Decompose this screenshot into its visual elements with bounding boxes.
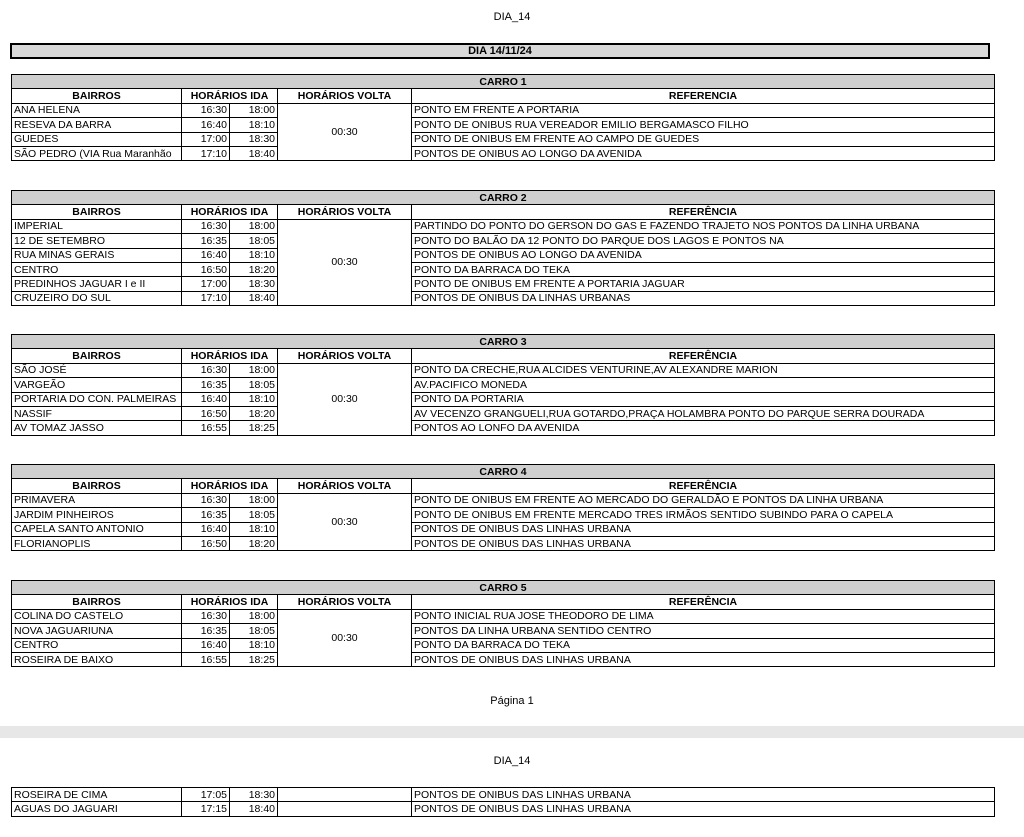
bairro-cell: JARDIM PINHEIROS xyxy=(12,508,182,522)
ida-start-cell: 17:05 xyxy=(182,788,230,802)
ida-start-cell: 16:30 xyxy=(182,103,230,117)
referencia-cell: PARTINDO DO PONTO DO GERSON DO GAS E FAZENDO TRAJETO NOS PONTOS DA LINHA URBANA xyxy=(412,219,995,233)
ida-end-cell: 18:10 xyxy=(230,522,278,536)
header-referencia: REFERÊNCIA xyxy=(412,595,995,609)
bairro-cell: ROSEIRA DE BAIXO xyxy=(12,652,182,666)
bairro-cell: AGUAS DO JAGUARI xyxy=(12,802,182,816)
bairro-cell: COLINA DO CASTELO xyxy=(12,609,182,623)
volta-cell-empty xyxy=(278,802,412,816)
bairro-cell: AV TOMAZ JASSO xyxy=(12,421,182,435)
carro-title: CARRO 5 xyxy=(12,581,995,595)
referencia-cell: PONTO DE ONIBUS EM FRENTE A PORTARIA JAGUAR xyxy=(412,277,995,291)
volta-cell: 00:30 xyxy=(278,219,412,305)
header-bairros: BAIRROS xyxy=(12,205,182,219)
bairro-cell: SÃO PEDRO (VIA Rua Maranhão xyxy=(12,146,182,160)
ida-start-cell: 16:50 xyxy=(182,262,230,276)
ida-end-cell: 18:40 xyxy=(230,802,278,816)
ida-start-cell: 17:00 xyxy=(182,277,230,291)
page2-title: DIA_14 xyxy=(493,755,531,767)
header-bairros: BAIRROS xyxy=(12,479,182,493)
header-volta: HORÁRIOS VOLTA xyxy=(278,595,412,609)
table-row xyxy=(12,508,995,522)
ida-end-cell: 18:30 xyxy=(230,132,278,146)
bairro-cell: SÃO JOSÉ xyxy=(12,363,182,377)
referencia-cell: PONTO DE ONIBUS RUA VEREADOR EMILIO BERGAMASCO FILHO xyxy=(412,118,995,132)
header-referencia: REFERENCIA xyxy=(412,89,995,103)
ida-end-cell: 18:20 xyxy=(230,536,278,550)
referencia-cell: PONTO DA PORTARIA xyxy=(412,392,995,406)
ida-start-cell: 17:10 xyxy=(182,291,230,305)
table-row xyxy=(12,624,995,638)
header-referencia: REFERÊNCIA xyxy=(412,205,995,219)
referencia-cell: PONTOS DE ONIBUS AO LONGO DA AVENIDA xyxy=(412,146,995,160)
ida-end-cell: 18:40 xyxy=(230,291,278,305)
ida-start-cell: 16:40 xyxy=(182,638,230,652)
header-ida: HORÁRIOS IDA xyxy=(182,89,278,103)
sheet-title: DIA_14 xyxy=(493,11,531,23)
referencia-cell: PONTOS AO LONFO DA AVENIDA xyxy=(412,421,995,435)
page-footer: Página 1 xyxy=(490,695,534,707)
ida-start-cell: 16:55 xyxy=(182,652,230,666)
ida-end-cell: 18:10 xyxy=(230,638,278,652)
bairro-cell: ROSEIRA DE CIMA xyxy=(12,788,182,802)
ida-end-cell: 18:25 xyxy=(230,652,278,666)
table-row xyxy=(12,234,995,248)
ida-end-cell: 18:30 xyxy=(230,788,278,802)
ida-end-cell: 18:05 xyxy=(230,234,278,248)
table-row xyxy=(12,103,995,117)
ida-end-cell: 18:05 xyxy=(230,378,278,392)
table-row xyxy=(12,493,995,507)
bairro-cell: 12 DE SETEMBRO xyxy=(12,234,182,248)
volta-cell: 00:30 xyxy=(278,363,412,435)
bairro-cell: NASSIF xyxy=(12,406,182,420)
referencia-cell: PONTO DA BARRACA DO TEKA xyxy=(412,638,995,652)
ida-end-cell: 18:00 xyxy=(230,103,278,117)
referencia-cell: PONTO EM FRENTE A PORTARIA xyxy=(412,103,995,117)
referencia-cell: PONTOS DE ONIBUS DAS LINHAS URBANA xyxy=(412,536,995,550)
ida-end-cell: 18:20 xyxy=(230,406,278,420)
carro-title-row xyxy=(12,581,995,595)
carro-title: CARRO 2 xyxy=(12,191,995,205)
bairro-cell: CAPELA SANTO ANTONIO xyxy=(12,522,182,536)
ida-start-cell: 16:40 xyxy=(182,248,230,262)
volta-cell: 00:30 xyxy=(278,609,412,667)
referencia-cell: PONTOS DE ONIBUS DAS LINHAS URBANA xyxy=(412,652,995,666)
table-row xyxy=(12,146,995,160)
referencia-cell: PONTO DE ONIBUS EM FRENTE AO MERCADO DO GERALDÃO E PONTOS DA LINHA URBANA xyxy=(412,493,995,507)
carro-table xyxy=(11,464,995,551)
page-separator xyxy=(0,726,1024,738)
ida-start-cell: 16:40 xyxy=(182,118,230,132)
bairro-cell: RESEVA DA BARRA xyxy=(12,118,182,132)
bairro-cell: PORTARIA DO CON. PALMEIRAS xyxy=(12,392,182,406)
header-row xyxy=(12,89,995,103)
volta-cell: 00:30 xyxy=(278,103,412,161)
table-row xyxy=(12,609,995,623)
table-row xyxy=(12,522,995,536)
carro-title: CARRO 1 xyxy=(12,75,995,89)
header-volta: HORÁRIOS VOLTA xyxy=(278,89,412,103)
header-row xyxy=(12,479,995,493)
bairro-cell: FLORIANOPLIS xyxy=(12,536,182,550)
carro-table xyxy=(11,74,995,161)
bairro-cell: ANA HELENA xyxy=(12,103,182,117)
header-volta: HORÁRIOS VOLTA xyxy=(278,479,412,493)
ida-end-cell: 18:00 xyxy=(230,363,278,377)
table-row xyxy=(12,277,995,291)
referencia-cell: PONTO INICIAL RUA JOSE THEODORO DE LIMA xyxy=(412,609,995,623)
ida-end-cell: 18:00 xyxy=(230,219,278,233)
referencia-cell: AV.PACIFICO MONEDA xyxy=(412,378,995,392)
table-row xyxy=(12,118,995,132)
ida-end-cell: 18:00 xyxy=(230,493,278,507)
header-referencia: REFERÊNCIA xyxy=(412,479,995,493)
table-row xyxy=(12,363,995,377)
bairro-cell: VARGEÃO xyxy=(12,378,182,392)
referencia-cell: PONTOS DE ONIBUS DAS LINHAS URBANA xyxy=(412,802,995,816)
table-row xyxy=(12,392,995,406)
header-bairros: BAIRROS xyxy=(12,349,182,363)
header-referencia: REFERÊNCIA xyxy=(412,349,995,363)
ida-end-cell: 18:00 xyxy=(230,609,278,623)
ida-end-cell: 18:25 xyxy=(230,421,278,435)
ida-start-cell: 16:35 xyxy=(182,234,230,248)
table-row xyxy=(12,132,995,146)
carro-title: CARRO 4 xyxy=(12,465,995,479)
carro-table xyxy=(11,580,995,667)
volta-cell-empty xyxy=(278,788,412,802)
table-row xyxy=(12,652,995,666)
ida-start-cell: 16:40 xyxy=(182,522,230,536)
table-row xyxy=(12,291,995,305)
ida-start-cell: 17:15 xyxy=(182,802,230,816)
table-row xyxy=(12,536,995,550)
referencia-cell: PONTOS DA LINHA URBANA SENTIDO CENTRO xyxy=(412,624,995,638)
header-ida: HORÁRIOS IDA xyxy=(182,479,278,493)
ida-start-cell: 16:40 xyxy=(182,392,230,406)
table-row xyxy=(12,219,995,233)
carro-table xyxy=(11,190,995,306)
bairro-cell: PRIMAVERA xyxy=(12,493,182,507)
ida-start-cell: 16:55 xyxy=(182,421,230,435)
carro-table xyxy=(11,334,995,436)
bairro-cell: PREDINHOS JAGUAR I e II xyxy=(12,277,182,291)
header-ida: HORÁRIOS IDA xyxy=(182,205,278,219)
referencia-cell: PONTO DO BALÃO DA 12 PONTO DO PARQUE DOS LAGOS E PONTOS NA xyxy=(412,234,995,248)
ida-start-cell: 16:50 xyxy=(182,406,230,420)
header-row xyxy=(12,349,995,363)
table-row xyxy=(12,788,995,802)
ida-end-cell: 18:10 xyxy=(230,248,278,262)
header-ida: HORÁRIOS IDA xyxy=(182,349,278,363)
table-row xyxy=(12,406,995,420)
bairro-cell: GUEDES xyxy=(12,132,182,146)
day-banner: DIA 14/11/24 xyxy=(10,43,990,59)
carro-title-row xyxy=(12,191,995,205)
carro-title-row xyxy=(12,465,995,479)
referencia-cell: PONTOS DE ONIBUS DA LINHAS URBANAS xyxy=(412,291,995,305)
referencia-cell: AV VECENZO GRANGUELI,RUA GOTARDO,PRAÇA HOLAMBRA PONTO DO PARQUE SERRA DOURADA xyxy=(412,406,995,420)
ida-end-cell: 18:30 xyxy=(230,277,278,291)
header-ida: HORÁRIOS IDA xyxy=(182,595,278,609)
ida-start-cell: 16:30 xyxy=(182,493,230,507)
continuation-table xyxy=(11,787,995,817)
ida-start-cell: 16:50 xyxy=(182,536,230,550)
bairro-cell: CENTRO xyxy=(12,638,182,652)
table-row xyxy=(12,638,995,652)
referencia-cell: PONTOS DE ONIBUS DAS LINHAS URBANA xyxy=(412,788,995,802)
ida-end-cell: 18:10 xyxy=(230,118,278,132)
volta-cell: 00:30 xyxy=(278,493,412,551)
ida-end-cell: 18:05 xyxy=(230,624,278,638)
header-volta: HORÁRIOS VOLTA xyxy=(278,205,412,219)
bairro-cell: CENTRO xyxy=(12,262,182,276)
ida-start-cell: 17:10 xyxy=(182,146,230,160)
header-row xyxy=(12,595,995,609)
bairro-cell: CRUZEIRO DO SUL xyxy=(12,291,182,305)
ida-end-cell: 18:40 xyxy=(230,146,278,160)
carro-title-row xyxy=(12,335,995,349)
ida-start-cell: 16:30 xyxy=(182,609,230,623)
referencia-cell: PONTO DA BARRACA DO TEKA xyxy=(412,262,995,276)
header-volta: HORÁRIOS VOLTA xyxy=(278,349,412,363)
referencia-cell: PONTO DA CRECHE,RUA ALCIDES VENTURINE,AV ALEXANDRE MARION xyxy=(412,363,995,377)
ida-start-cell: 16:30 xyxy=(182,363,230,377)
referencia-cell: PONTO DE ONIBUS EM FRENTE AO CAMPO DE GUEDES xyxy=(412,132,995,146)
bairro-cell: IMPERIAL xyxy=(12,219,182,233)
ida-start-cell: 17:00 xyxy=(182,132,230,146)
table-row xyxy=(12,248,995,262)
bairro-cell: RUA MINAS GERAIS xyxy=(12,248,182,262)
table-row xyxy=(12,262,995,276)
ida-end-cell: 18:10 xyxy=(230,392,278,406)
ida-start-cell: 16:30 xyxy=(182,219,230,233)
table-row xyxy=(12,802,995,816)
table-row xyxy=(12,378,995,392)
referencia-cell: PONTO DE ONIBUS EM FRENTE MERCADO TRES IRMÃOS SENTIDO SUBINDO PARA O CAPELA xyxy=(412,508,995,522)
ida-start-cell: 16:35 xyxy=(182,624,230,638)
ida-end-cell: 18:20 xyxy=(230,262,278,276)
bairro-cell: NOVA JAGUARIUNA xyxy=(12,624,182,638)
ida-start-cell: 16:35 xyxy=(182,508,230,522)
header-bairros: BAIRROS xyxy=(12,89,182,103)
header-bairros: BAIRROS xyxy=(12,595,182,609)
ida-start-cell: 16:35 xyxy=(182,378,230,392)
carro-title: CARRO 3 xyxy=(12,335,995,349)
referencia-cell: PONTOS DE ONIBUS DAS LINHAS URBANA xyxy=(412,522,995,536)
ida-end-cell: 18:05 xyxy=(230,508,278,522)
carro-title-row xyxy=(12,75,995,89)
header-row xyxy=(12,205,995,219)
table-row xyxy=(12,421,995,435)
referencia-cell: PONTOS DE ONIBUS AO LONGO DA AVENIDA xyxy=(412,248,995,262)
